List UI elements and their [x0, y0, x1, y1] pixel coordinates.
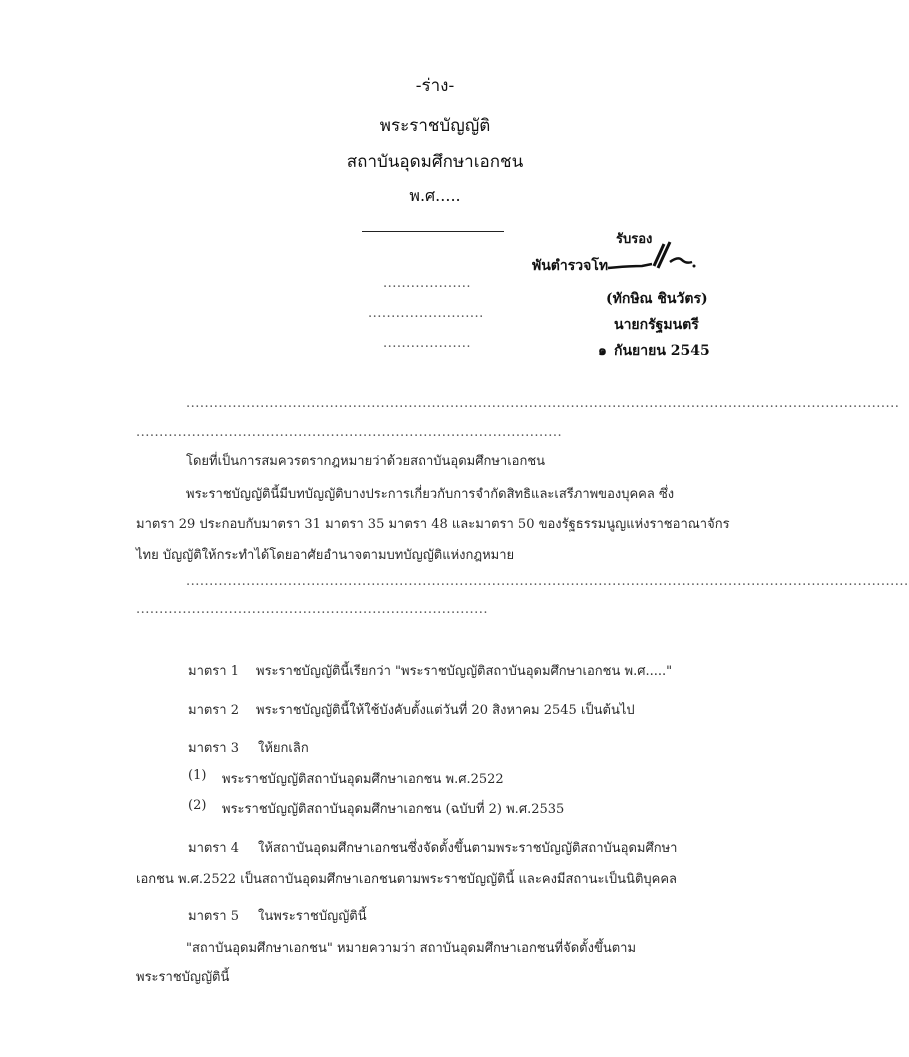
intro-constitution-line-3: ไทย บัญญัติให้กระทำได้โดยอาศัยอำนาจตามบทบัญญัติแห่งกฎหมาย	[136, 548, 515, 563]
section-2-label: มาตรา 2	[188, 703, 239, 718]
section-3-item-2-number: (2)	[188, 798, 207, 813]
section-4-text-line-2: เอกชน พ.ศ.2522 เป็นสถาบันอุดมศึกษาเอกชนตามพระราชบัญญัตินี้ และคงมีสถานะเป็นนิติบุคคล	[136, 872, 677, 887]
placeholder-line-1: ...................	[383, 276, 472, 291]
endorsement-date-day: ๑	[598, 343, 607, 359]
intro-constitution-line-2: มาตรา 29 ประกอบกับมาตรา 31 มาตรา 35 มาตรา 48 และมาตรา 50 ของรัฐธรรมนูญแห่งราชอาณาจักร	[136, 517, 730, 532]
section-3-item-1-number: (1)	[188, 768, 207, 783]
signatory-position: นายกรัฐมนตรี	[614, 317, 699, 333]
section-1-label: มาตรา 1	[188, 664, 239, 679]
preamble-dotted-line-1: ..........................................................................................................................................................	[186, 396, 900, 411]
section-1-text: พระราชบัญญัตินี้เรียกว่า "พระราชบัญญัติสถาบันอุดมศึกษาเอกชน พ.ศ....."	[256, 664, 673, 679]
draft-label: -ร่าง-	[415, 76, 455, 96]
title-underline	[362, 231, 504, 232]
section-5-definition-line-1: "สถาบันอุดมศึกษาเอกชน" หมายความว่า สถาบันอุดมศึกษาเอกชนที่จัดตั้งขึ้นตาม	[186, 941, 637, 956]
section-4-text-line-1: ให้สถาบันอุดมศึกษาเอกชนซึ่งจัดตั้งขึ้นตามพระราชบัญญัติสถาบันอุดมศึกษา	[258, 841, 678, 856]
section-5-text: ในพระราชบัญญัตินี้	[258, 909, 367, 924]
enactment-dotted-line-2: ............................................................................	[136, 602, 489, 617]
signature-mark	[606, 236, 698, 276]
section-3-item-2-text: พระราชบัญญัติสถาบันอุดมศึกษาเอกชน (ฉบับที่ 2) พ.ศ.2535	[222, 802, 565, 817]
section-3-item-1-text: พระราชบัญญัติสถาบันอุดมศึกษาเอกชน พ.ศ.2522	[222, 772, 504, 787]
section-4-label: มาตรา 4	[188, 841, 239, 856]
endorsement-date: กันยายน 2545	[614, 343, 710, 359]
approved-label: รับรอง	[616, 232, 653, 247]
document-subtitle: สถาบันอุดมศึกษาเอกชน	[346, 152, 524, 172]
section-5-label: มาตรา 5	[188, 909, 239, 924]
document-year: พ.ศ.....	[409, 186, 461, 205]
document-title: พระราชบัญญัติ	[379, 116, 491, 136]
preamble-dotted-line-2: ............................................................................................	[136, 425, 563, 440]
intro-constitution-line-1: พระราชบัญญัตินี้มีบทบัญญัติบางประการเกี่ยวกับการจำกัดสิทธิและเสรีภาพของบุคคล ซึ่ง	[186, 487, 675, 502]
enactment-dotted-line-1: ............................................................................................................................................................	[186, 574, 909, 589]
intro-reason: โดยที่เป็นการสมควรตรากฎหมายว่าด้วยสถาบันอุดมศึกษาเอกชน	[186, 454, 546, 469]
section-3-label: มาตรา 3	[188, 741, 239, 756]
placeholder-line-3: ...................	[383, 336, 472, 351]
rank-label: พันตำรวจโท	[532, 258, 609, 274]
signatory-name: (ทักษิณ ชินวัตร)	[606, 291, 708, 307]
section-3-text: ให้ยกเลิก	[258, 741, 309, 756]
placeholder-line-2: .........................	[368, 306, 484, 321]
section-2-text: พระราชบัญญัตินี้ให้ใช้บังคับตั้งแต่วันที่ 20 สิงหาคม 2545 เป็นต้นไป	[256, 703, 635, 718]
section-5-definition-line-2: พระราชบัญญัตินี้	[136, 970, 230, 985]
